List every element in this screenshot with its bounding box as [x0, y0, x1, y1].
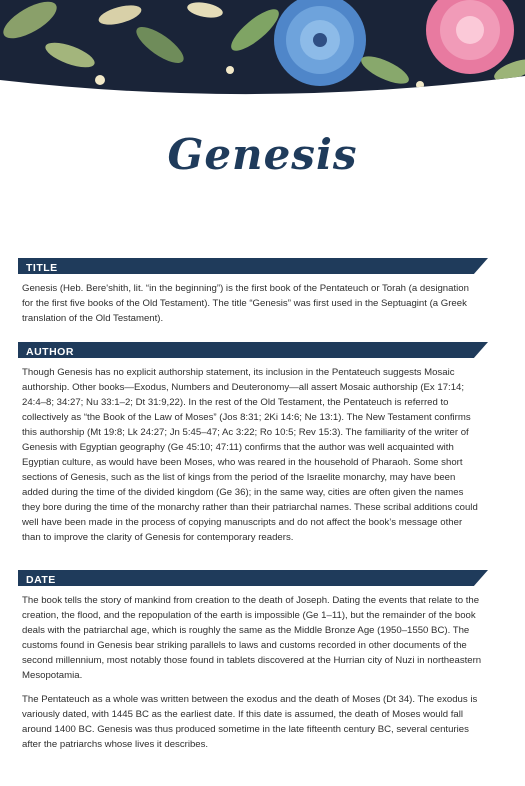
section-author	[22, 342, 482, 545]
book-title: Genesis	[167, 130, 358, 179]
section-heading-bar	[18, 258, 488, 274]
section-heading: TITLE	[26, 262, 58, 274]
heading-bar-shape	[18, 570, 488, 586]
heading-bar-shape	[18, 258, 488, 274]
section-heading: AUTHOR	[26, 346, 74, 358]
section-date	[22, 570, 482, 752]
floral-banner	[0, 0, 525, 100]
paragraph: The Pentateuch as a whole was written between the exodus and the death of Moses (Dt 34). The exodus is variously dated, with 1445 BC as the earliest date. If this date is assumed, the death of Moses would fall around 1400 BC. Genesis was thus produced sometime in the late fifteenth century BC, several centuries after the patriarchs whose lives it describes.	[22, 694, 478, 750]
section-heading-bar	[18, 342, 488, 358]
floral-illustration	[0, 0, 525, 100]
paragraph: Though Genesis has no explicit authorship statement, its inclusion in the Pentateuch suggests Mosaic authorship. Other books—Exodus, Numbers and Deuteronomy—all assert Mosaic authorship (Ex 17:14; 24:4–8; 34:27; Nu 33:1–2; Dt 31:9,22). In the rest of the Old Testament, the Pentateuch is referred to collectively as “the Book of the Law of Moses” (Jos 8:31; 2Ki 14:6; Ne 13:1). The New Testament confirms this authorship (Mt 19:8; Lk 24:27; Jn 5:45–47; Ac 3:22; Ro 10:5; Rev 15:3). The familiarity of the writer of Genesis with Egyptian geography (Ge 45:10; 47:11) confirms that the author was well acquainted with Egyptian culture, as would have been Moses, who was reared in the household of Pharaoh. Some short sections of Genesis, such as the list of kings from the period of the Israelite monarchy, may have been added during the time of the divided kingdom (Ge 36); in the same way, cities are often given the names they bore during the time of the monarchy rather than their patriarchal names. These scribal additions could well have been made in the process of copying manuscripts and do not affect the book’s message other than to improve the clarity of Genesis for contemporary readers.	[22, 367, 478, 543]
heading-bar-shape	[18, 342, 488, 358]
section-heading: DATE	[26, 574, 56, 586]
section-title	[22, 258, 482, 326]
paragraph: Genesis (Heb. Bere'shith, lit. “in the beginning”) is the first book of the Pentateuch or Torah (a designation for the first five books of the Old Testament). The title “Genesis” was first used in the Septuagint (a Greek translation of the Old Testament).	[22, 283, 469, 324]
section-heading-bar	[18, 570, 488, 586]
paragraph: The book tells the story of mankind from creation to the death of Joseph. Dating the events that relate to the creation, the flood, and the repopulation of the earth is impossible (Ge 1–11), but the remainder of the book deals with the patriarchal age, which is roughly the same as the Middle Bronze Age (1950–1550 BC). The customs found in Genesis bear striking parallels to laws and customs recorded in other documents of the second millennium, most notably those found in tablets discovered at the Hurrian city of Nuzi in northeastern Mesopotamia.	[22, 595, 482, 681]
